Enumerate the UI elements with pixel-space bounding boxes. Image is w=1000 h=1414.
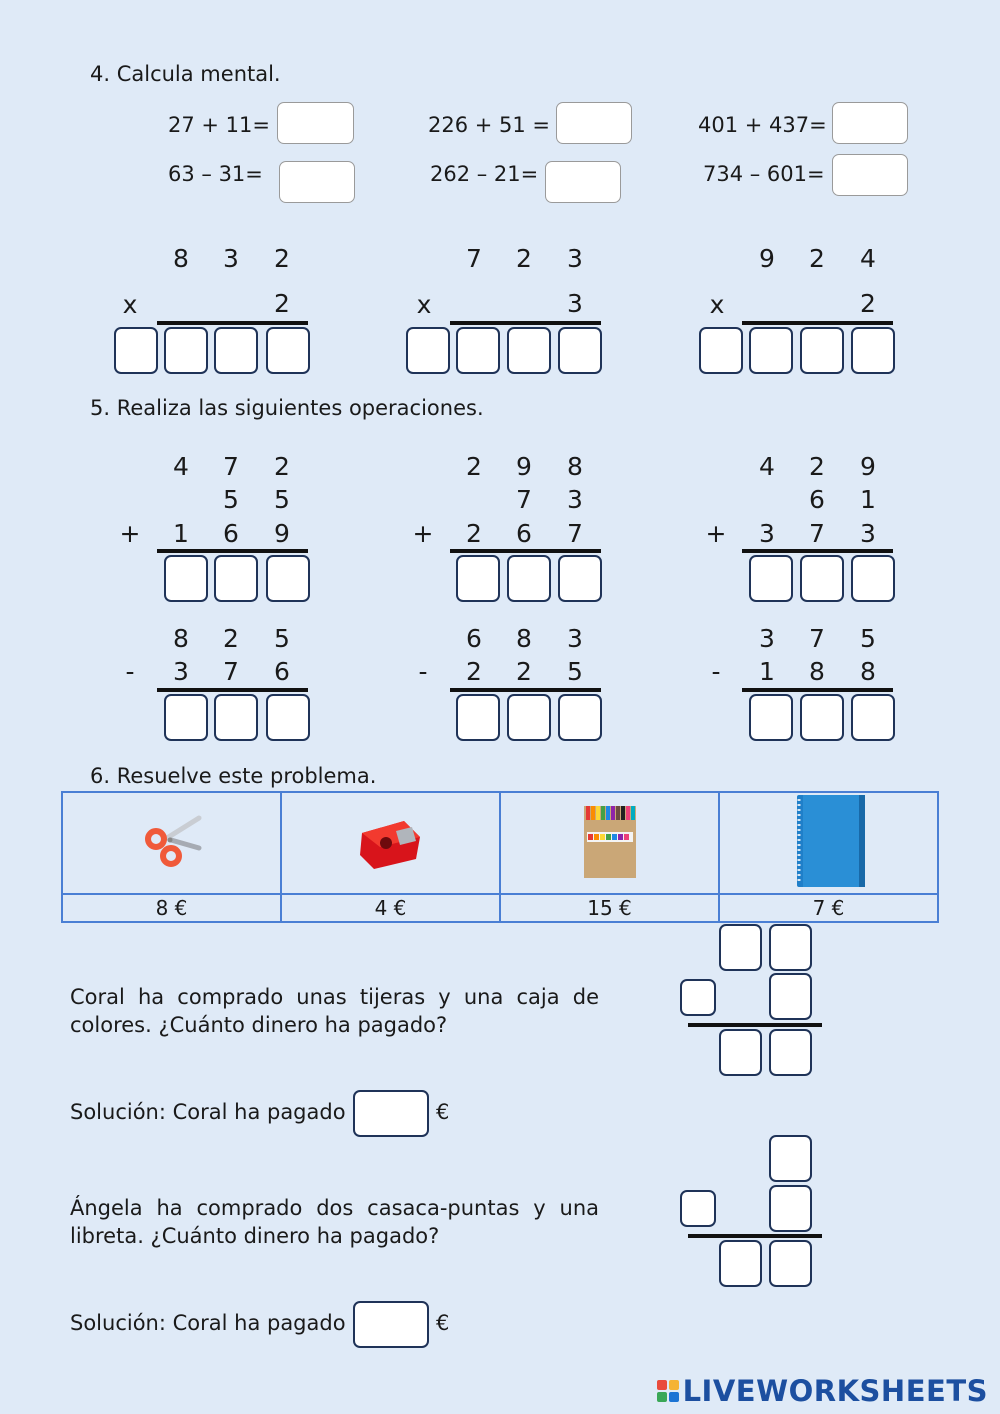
result-digit-input[interactable] [719,1029,762,1076]
result-digit-input[interactable] [164,555,208,602]
currency-label: € [436,1311,450,1335]
digit: 9 [860,452,876,481]
digit: 9 [274,519,290,548]
operator: - [125,657,135,686]
result-digit-input[interactable] [214,327,258,374]
operation-digit-input[interactable] [769,973,812,1020]
digit: 3 [759,624,775,653]
digit: 6 [223,519,239,548]
result-digit-input[interactable] [800,327,844,374]
liveworksheets-logo [657,1374,988,1408]
digit: 5 [223,485,239,514]
result-digit-input[interactable] [266,327,310,374]
digit: 5 [567,657,583,686]
notebook-icon [789,793,869,889]
result-digit-input[interactable] [749,555,793,602]
operator-input[interactable] [680,1190,716,1227]
digit: 2 [516,244,532,273]
digit: 3 [173,657,189,686]
result-digit-input[interactable] [266,555,310,602]
result-digit-input[interactable] [699,327,743,374]
digit: 7 [223,452,239,481]
result-digit-input[interactable] [214,555,258,602]
digit: 4 [759,452,775,481]
price-table [61,791,939,923]
digit: 5 [860,624,876,653]
digit: 8 [809,657,825,686]
digit: 7 [466,244,482,273]
digit: 8 [567,452,583,481]
digit: 2 [860,289,876,318]
result-digit-input[interactable] [769,1029,812,1076]
digit: 2 [274,244,290,273]
operation-line [688,1234,822,1238]
result-digit-input[interactable] [164,694,208,741]
digit: 2 [466,657,482,686]
operation-line [157,549,308,553]
operator: + [119,519,141,548]
scissors-icon [137,806,207,876]
digit: 6 [466,624,482,653]
digit: 5 [274,624,290,653]
logo-grid-icon [657,1380,679,1402]
result-digit-input[interactable] [749,694,793,741]
solution-2-label: Solución: Coral ha pagado [70,1311,346,1335]
currency-label: € [436,1100,450,1124]
operator: x [416,290,432,319]
digit: 7 [516,485,532,514]
problem-2-text: Ángela ha comprado dos casaca-puntas y una libreta. ¿Cuánto dinero ha pagado? [70,1196,599,1248]
operation-digit-input[interactable] [719,924,762,971]
price-table-cell [281,792,500,894]
result-digit-input[interactable] [456,694,500,741]
section-4-title: 4. Calcula mental. [90,62,281,86]
digit: 3 [567,289,583,318]
digit: 5 [274,485,290,514]
result-digit-input[interactable] [507,694,551,741]
digit: 9 [759,244,775,273]
result-digit-input[interactable] [851,327,895,374]
digit: 2 [466,519,482,548]
digit: 3 [567,624,583,653]
price-label: 4 € [281,894,500,922]
result-digit-input[interactable] [558,694,602,741]
section-6-title: 6. Resuelve este problema. [90,764,377,788]
operation-line [157,688,308,692]
result-digit-input[interactable] [719,1240,762,1287]
answer-input[interactable] [277,102,354,144]
digit: 2 [466,452,482,481]
digit: 4 [173,452,189,481]
operator: + [705,519,727,548]
result-digit-input[interactable] [851,694,895,741]
answer-input[interactable] [545,161,621,203]
operation-digit-input[interactable] [769,1135,812,1182]
digit: 2 [516,657,532,686]
answer-input[interactable] [832,154,908,196]
answer-input[interactable] [279,161,355,203]
result-digit-input[interactable] [456,555,500,602]
result-digit-input[interactable] [769,1240,812,1287]
operation-line [450,688,601,692]
result-digit-input[interactable] [851,555,895,602]
digit: 3 [567,485,583,514]
result-digit-input[interactable] [558,555,602,602]
solution-2-input[interactable] [353,1301,429,1348]
operation-line [157,321,308,325]
operation-line [742,321,893,325]
operator: - [711,657,721,686]
digit: 3 [223,244,239,273]
price-label: 15 € [500,894,719,922]
digit: 1 [860,485,876,514]
digit: 2 [809,244,825,273]
digit: 6 [516,519,532,548]
result-digit-input[interactable] [507,555,551,602]
operator-input[interactable] [680,979,716,1016]
operation-line [450,549,601,553]
operation-line [742,688,893,692]
price-label: 7 € [719,894,938,922]
digit: 4 [860,244,876,273]
price-table-cell [500,792,719,894]
digit: 1 [173,519,189,548]
price-table-cell [719,792,938,894]
operator: + [412,519,434,548]
digit: 8 [860,657,876,686]
result-digit-input[interactable] [800,694,844,741]
logo-text: LIVEWORKSHEETS [682,1374,988,1408]
operator: - [418,657,428,686]
result-digit-input[interactable] [266,694,310,741]
digit: 8 [173,624,189,653]
operator: x [709,290,725,319]
colored-pencils-box-icon [581,802,639,880]
result-digit-input[interactable] [114,327,158,374]
mental-expr: 401 + 437= [698,113,827,137]
digit: 1 [759,657,775,686]
operation-line [688,1023,822,1027]
section-5-title: 5. Realiza las siguientes operaciones. [90,396,484,420]
digit: 7 [809,624,825,653]
answer-input[interactable] [832,102,908,144]
digit: 3 [759,519,775,548]
operation-digit-input[interactable] [769,924,812,971]
operation-line [450,321,601,325]
digit: 3 [567,244,583,273]
digit: 6 [274,657,290,686]
digit: 2 [274,452,290,481]
digit: 3 [860,519,876,548]
operator: x [122,290,138,319]
mental-expr: 226 + 51 = [428,113,551,137]
mental-expr: 262 – 21= [430,162,539,186]
digit: 2 [809,452,825,481]
operation-digit-input[interactable] [769,1185,812,1232]
problem-1-text: Coral ha comprado unas tijeras y una caja de colores. ¿Cuánto dinero ha pagado? [70,985,599,1037]
digit: 9 [516,452,532,481]
digit: 7 [567,519,583,548]
operation-line [742,549,893,553]
result-digit-input[interactable] [507,327,551,374]
solution-1-label: Solución: Coral ha pagado [70,1100,346,1124]
pencil-sharpener-icon [356,811,426,871]
answer-input[interactable] [556,102,632,144]
price-label: 8 € [62,894,281,922]
solution-1-input[interactable] [353,1090,429,1137]
result-digit-input[interactable] [214,694,258,741]
result-digit-input[interactable] [558,327,602,374]
result-digit-input[interactable] [164,327,208,374]
result-digit-input[interactable] [456,327,500,374]
result-digit-input[interactable] [800,555,844,602]
mental-expr: 734 – 601= [703,162,825,186]
digit: 6 [809,485,825,514]
digit: 8 [173,244,189,273]
digit: 8 [516,624,532,653]
digit: 2 [223,624,239,653]
digit: 2 [274,289,290,318]
digit: 7 [809,519,825,548]
mental-expr: 27 + 11= [168,113,270,137]
result-digit-input[interactable] [749,327,793,374]
digit: 7 [223,657,239,686]
result-digit-input[interactable] [406,327,450,374]
price-table-cell [62,792,281,894]
mental-expr: 63 – 31= [168,162,263,186]
